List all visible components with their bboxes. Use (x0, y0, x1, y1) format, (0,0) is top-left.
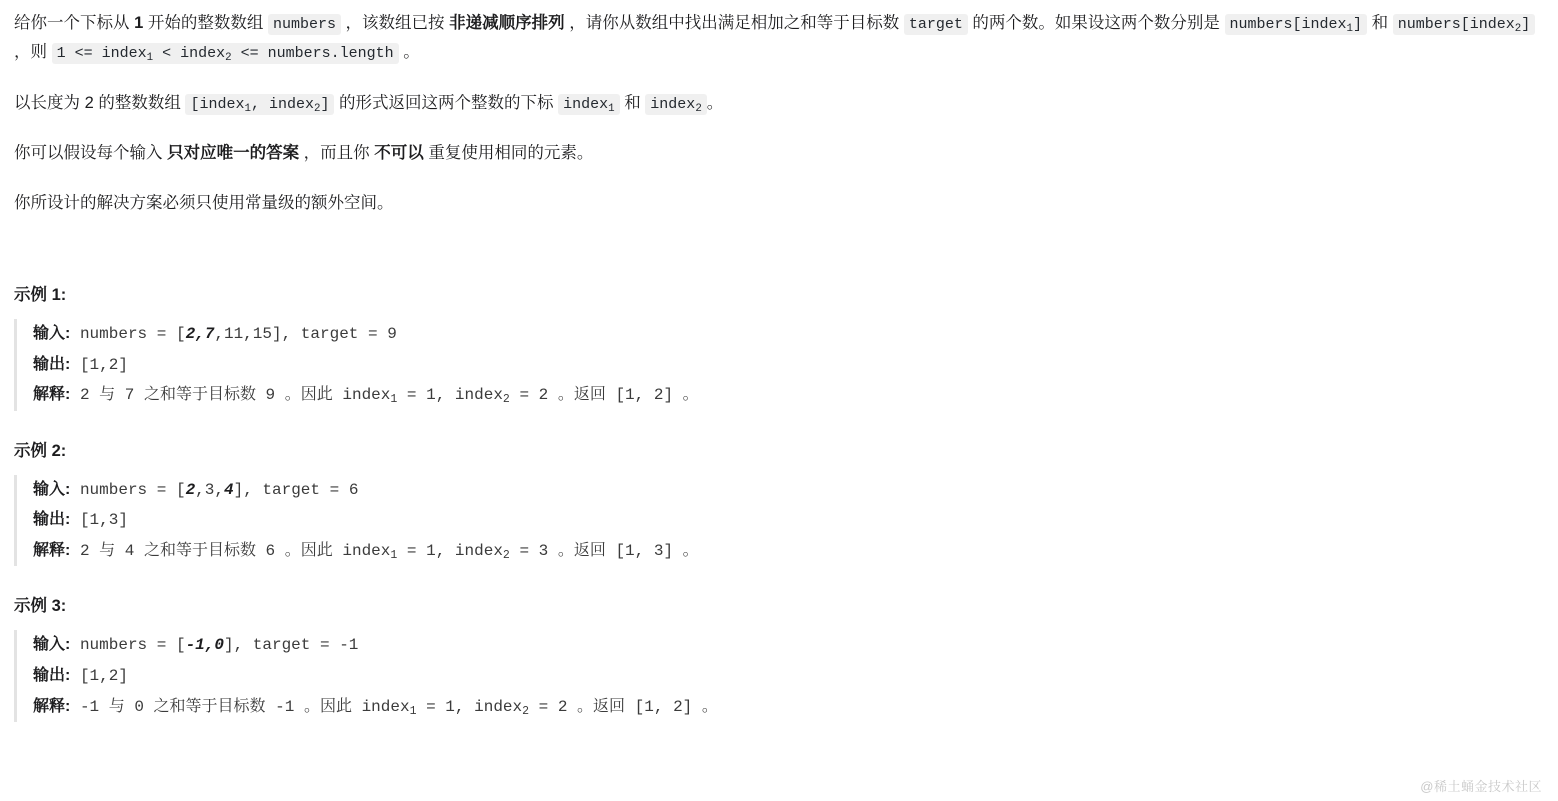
explanation-label: 解释: (33, 386, 71, 404)
code-text: [1,3] (70, 511, 128, 530)
code-subscript: 1 (390, 393, 398, 407)
code-target: target (904, 14, 968, 35)
section-spacer (14, 239, 1544, 281)
description-paragraph-1 (14, 10, 1544, 68)
code-text: = 2 。返回 [1, 2] 。 (529, 697, 718, 716)
example-3-input (33, 630, 1544, 661)
highlight-value: -1,0 (185, 636, 224, 655)
code-text: <= numbers.length (231, 44, 394, 62)
code-subscript: 1 (244, 102, 251, 115)
code-text: = 1, index (397, 541, 503, 560)
emphasis-start-index: 1 (134, 14, 144, 32)
code-index-constraint (52, 43, 399, 64)
code-index2 (645, 94, 707, 115)
code-text: -1 与 0 之和等于目标数 -1 。因此 index (70, 697, 410, 716)
text-segment: 和 (619, 93, 646, 112)
text-segment: 的两个数。如果设这两个数分别是 (967, 14, 1225, 32)
code-text: = 3 。返回 [1, 3] 。 (509, 541, 699, 560)
highlight-value: 4 (223, 480, 234, 499)
code-text: ] (320, 95, 330, 113)
code-text: index (563, 95, 609, 113)
text-segment: 给你一个下标从 (14, 14, 135, 32)
code-text: 1 <= index (56, 44, 147, 62)
code-text: numbers[index (1229, 16, 1347, 33)
code-numbers: numbers (268, 14, 341, 35)
highlight-value: 2 (185, 480, 196, 499)
code-text: ] (1521, 16, 1531, 33)
description-paragraph-4 (14, 190, 1544, 217)
text-segment: ，请你从数组中找出满足相加之和等于目标数 (564, 14, 904, 32)
code-subscript: 2 (695, 102, 702, 115)
explanation-label: 解释: (33, 697, 71, 715)
example-2-output (33, 505, 1544, 536)
text-segment: 开始的整数数组 (143, 14, 268, 32)
text-segment: 以长度为 2 的整数数组 (14, 93, 186, 112)
input-label: 输入: (33, 636, 71, 654)
code-text: [1,2] (70, 667, 128, 686)
text-segment: 重复使用相同的元素。 (423, 144, 594, 163)
input-label: 输入: (33, 480, 71, 498)
text-segment: ，而且你 (299, 144, 375, 163)
code-text: ], target = -1 (223, 636, 359, 655)
text-segment: ，该数组已按 (340, 14, 450, 32)
text-segment: 。 (398, 42, 420, 61)
example-3-output (33, 661, 1544, 692)
code-subscript: 2 (1514, 23, 1522, 36)
emphasis-not-allowed: 不可以 (374, 144, 424, 163)
description-paragraph-3 (14, 140, 1544, 167)
code-subscript: 1 (1346, 23, 1354, 36)
highlight-value: 2,7 (185, 324, 215, 343)
code-text: = 2 。返回 [1, 2] 。 (509, 386, 699, 405)
code-subscript: 1 (409, 704, 417, 718)
description-paragraph-2 (14, 90, 1544, 119)
code-return-array (185, 94, 334, 115)
code-text: index (650, 95, 696, 113)
example-1-input (33, 319, 1544, 350)
text-segment: 你所设计的解决方案必须只使用常量级的额外空间。 (14, 193, 394, 212)
example-2-block (14, 475, 1544, 567)
code-text: numbers[index (1397, 16, 1515, 33)
code-text: = 1, index (397, 386, 503, 405)
code-text: = 1, index (416, 697, 523, 716)
code-text: numbers = [ (70, 324, 186, 343)
text-segment: ，则 (14, 42, 52, 61)
example-1-output (33, 350, 1544, 381)
explanation-label: 解释: (33, 541, 71, 559)
code-text: numbers = [ (70, 480, 186, 499)
code-subscript: 2 (522, 704, 530, 718)
example-3-title: 示例 3: (14, 597, 67, 616)
code-text: numbers = [ (70, 636, 186, 655)
text-segment: 你可以假设每个输入 (14, 144, 168, 163)
code-subscript: 1 (390, 549, 398, 563)
code-text: 2 与 4 之和等于目标数 6 。因此 index (70, 541, 391, 560)
code-subscript: 1 (608, 102, 615, 115)
code-text: ,3, (195, 480, 224, 499)
code-subscript: 2 (313, 102, 321, 115)
code-subscript: 2 (502, 393, 510, 407)
code-numbers-index2 (1393, 14, 1536, 35)
code-text: , index (250, 95, 314, 113)
input-label: 输入: (33, 324, 71, 342)
example-2-title: 示例 2: (14, 441, 67, 460)
example-2-explanation (33, 536, 1544, 567)
code-text: ], target = 6 (233, 480, 359, 499)
emphasis-sorted: 非递减顺序排列 (449, 14, 565, 32)
text-segment: 的形式返回这两个整数的下标 (334, 93, 559, 112)
code-text: 2 与 7 之和等于目标数 9 。因此 index (70, 386, 391, 405)
example-3-block (14, 630, 1544, 722)
text-segment: 和 (1367, 14, 1393, 32)
example-2-input (33, 475, 1544, 506)
example-3-explanation (33, 692, 1544, 723)
code-text: [index (190, 95, 245, 113)
code-numbers-index1 (1225, 14, 1368, 35)
emphasis-unique-answer: 只对应唯一的答案 (167, 144, 300, 163)
example-1-block (14, 319, 1544, 411)
example-1-explanation (33, 380, 1544, 411)
code-text: < index (153, 44, 226, 62)
output-label: 输出: (33, 511, 71, 529)
watermark: @稀土蛹金技术社区 (1420, 779, 1542, 794)
code-text: ,11,15], target = 9 (214, 324, 397, 343)
code-text: ] (1353, 16, 1363, 33)
output-label: 输出: (33, 355, 71, 373)
code-text: [1,2] (70, 355, 128, 374)
code-subscript: 1 (146, 51, 154, 64)
text-segment: 。 (706, 93, 724, 112)
example-1-title: 示例 1: (14, 285, 67, 304)
output-label: 输出: (33, 667, 71, 685)
code-index1 (558, 94, 620, 115)
code-subscript: 2 (502, 549, 510, 563)
code-subscript: 2 (225, 51, 232, 64)
